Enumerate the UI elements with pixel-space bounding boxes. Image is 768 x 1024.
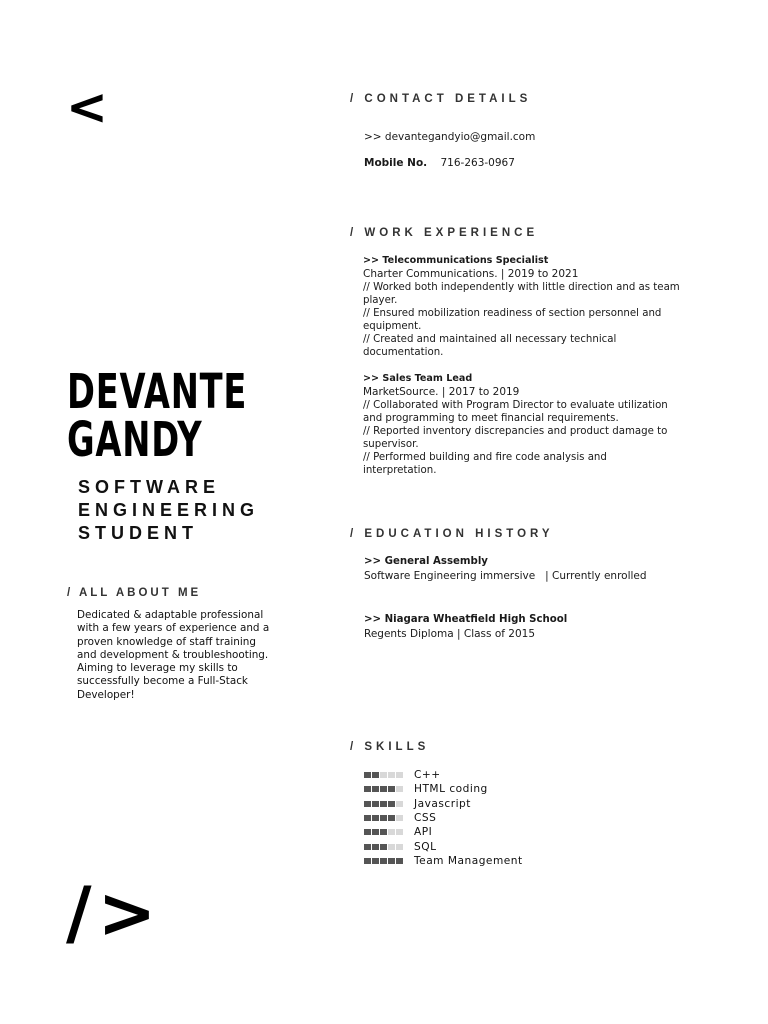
job-company: MarketSource. | 2017 to 2019 xyxy=(363,386,520,398)
skill-level-square xyxy=(380,772,387,778)
job-bullet: // Ensured mobilization readiness of section personnel and equipment. xyxy=(363,308,662,332)
job-bullet: // Performed building and fire code analysis and interpretation. xyxy=(363,452,607,476)
job-role: >> Telecommunications Specialist xyxy=(363,255,549,266)
skill-level-square xyxy=(372,815,379,821)
mobile-number[interactable]: 716-263-0967 xyxy=(440,157,515,169)
skill-level-square xyxy=(396,772,403,778)
skill-level-square xyxy=(380,815,387,821)
skill-level-indicator xyxy=(364,858,414,864)
education-heading: / EDUCATION HISTORY xyxy=(350,528,554,540)
skill-level-indicator xyxy=(364,801,414,807)
contact-mobile xyxy=(364,157,515,169)
contact-email[interactable]: >> devantegandyio@gmail.com xyxy=(364,131,536,143)
skill-row xyxy=(364,768,523,782)
contact-heading: / CONTACT DETAILS xyxy=(350,93,532,105)
skill-level-square xyxy=(364,772,371,778)
job-bullet: // Created and maintained all necessary technical documentation. xyxy=(363,334,617,358)
skill-level-square xyxy=(380,858,387,864)
skill-name: API xyxy=(414,826,433,839)
skill-row xyxy=(364,854,523,868)
about-heading: / ALL ABOUT ME xyxy=(67,587,202,599)
job-title-block xyxy=(78,476,259,545)
education-school: >> General Assembly xyxy=(364,556,488,567)
job-entry xyxy=(363,254,683,359)
skill-level-square xyxy=(388,829,395,835)
skill-level-square xyxy=(396,786,403,792)
skill-name: C++ xyxy=(414,769,441,782)
skill-name: Team Management xyxy=(414,854,523,867)
skill-level-square xyxy=(380,801,387,807)
work-heading: / WORK EXPERIENCE xyxy=(350,227,539,239)
skill-name: CSS xyxy=(414,812,437,825)
first-name: DEVANTE xyxy=(67,364,248,420)
about-text: Dedicated & adaptable professional with a few years of experience and a proven knowledge of staff training and development & troubleshooting. Aiming to leverage my skills to successfully become a Full-Stack Developer! xyxy=(77,609,270,701)
skill-level-square xyxy=(380,786,387,792)
skill-row xyxy=(364,782,523,796)
mobile-label: Mobile No. xyxy=(364,157,428,169)
skill-level-square xyxy=(380,844,387,850)
skills-list xyxy=(364,768,523,868)
skill-level-square xyxy=(372,801,379,807)
title-line: STUDENT xyxy=(78,523,198,543)
skill-level-square xyxy=(364,815,371,821)
skill-name: HTML coding xyxy=(414,783,488,796)
skill-level-square xyxy=(396,844,403,850)
skill-level-square xyxy=(380,829,387,835)
education-entry xyxy=(364,555,684,584)
skill-level-square xyxy=(396,815,403,821)
education-entry xyxy=(364,613,684,642)
last-name: GANDY xyxy=(67,412,203,468)
skill-level-square xyxy=(372,844,379,850)
skill-level-square xyxy=(364,844,371,850)
skill-level-square xyxy=(372,786,379,792)
skill-level-square xyxy=(388,801,395,807)
skill-level-square xyxy=(364,801,371,807)
skill-level-indicator xyxy=(364,786,414,792)
job-bullet: // Collaborated with Program Director to evaluate utilization and programming to meet financial requirements. xyxy=(363,400,668,424)
skill-level-square xyxy=(388,772,395,778)
title-line: SOFTWARE xyxy=(78,477,220,497)
skill-level-indicator xyxy=(364,815,414,821)
skill-level-square xyxy=(364,786,371,792)
skills-heading: / SKILLS xyxy=(350,741,430,753)
skill-level-square xyxy=(388,844,395,850)
skill-level-square xyxy=(396,858,403,864)
open-bracket-glyph: < xyxy=(66,78,108,136)
job-role: >> Sales Team Lead xyxy=(363,373,473,384)
education-detail: Regents Diploma | Class of 2015 xyxy=(364,628,536,640)
skill-level-square xyxy=(364,829,371,835)
skill-level-square xyxy=(388,815,395,821)
skill-level-indicator xyxy=(364,844,414,850)
job-bullet: // Worked both independently with little direction and as team player. xyxy=(363,282,680,306)
close-bracket-glyph: /> xyxy=(66,872,163,954)
skill-level-square xyxy=(372,829,379,835)
skill-level-indicator xyxy=(364,772,414,778)
skill-level-square xyxy=(364,858,371,864)
skill-level-square xyxy=(396,801,403,807)
skill-name: Javascript xyxy=(414,797,471,810)
skill-name: SQL xyxy=(414,840,437,853)
skill-row xyxy=(364,825,523,839)
skill-level-square xyxy=(396,829,403,835)
skill-row xyxy=(364,811,523,825)
skill-level-indicator xyxy=(364,829,414,835)
job-bullet: // Reported inventory discrepancies and product damage to supervisor. xyxy=(363,426,668,450)
skill-row xyxy=(364,797,523,811)
name-block xyxy=(67,364,298,468)
job-company: Charter Communications. | 2019 to 2021 xyxy=(363,268,579,280)
title-line: ENGINEERING xyxy=(78,500,260,520)
skill-level-square xyxy=(388,858,395,864)
job-entry xyxy=(363,372,683,477)
skill-level-square xyxy=(372,772,379,778)
skill-row xyxy=(364,839,523,853)
skill-level-square xyxy=(372,858,379,864)
skill-level-square xyxy=(388,786,395,792)
education-school: >> Niagara Wheatfield High School xyxy=(364,614,568,625)
education-detail: Software Engineering immersive | Currently enrolled xyxy=(364,570,647,582)
